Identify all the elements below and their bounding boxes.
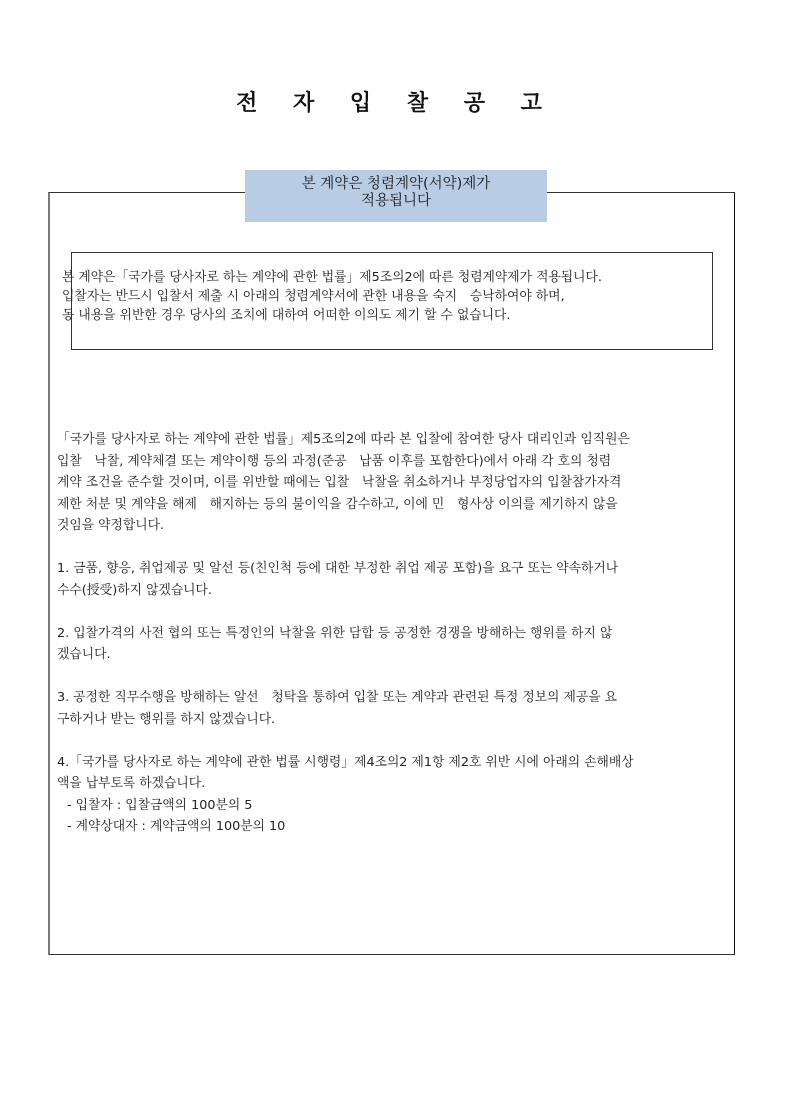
integrity-contract-banner [245, 170, 547, 222]
penalty-item-contractor: - 계약상대자 : 계약금액의 100분의 10 [67, 819, 286, 834]
clause-line: 3. 공정한 직무수행을 방해하는 알선 청탁을 통하여 입찰 또는 계약과 관련된 특정 정보의 제공을 요 [57, 690, 617, 705]
notice-box [62, 252, 713, 350]
clause-3 [57, 687, 737, 730]
pledge-intro-line: 것임을 약정합니다. [57, 518, 165, 533]
pledge-intro [57, 429, 737, 537]
clause-line: 액을 납부토록 하겠습니다. [57, 776, 206, 791]
clause-line: 1. 금품, 향응, 취업제공 및 알선 등(친인척 등에 대한 부정한 취업 제공 포함)을 요구 또는 약속하거나 [57, 561, 619, 576]
pledge-intro-line: 입찰 낙찰, 계약체결 또는 계약이행 등의 과정(준공 납품 이후를 포함한다)에서 아래 각 호의 청렴 [57, 453, 612, 469]
clause-line: 수수(授受)하지 않겠습니다. [57, 582, 212, 598]
notice-line: 입찰자는 반드시 입찰서 제출 시 아래의 청렴계약서에 관한 내용을 숙지 승낙하여야 하며, [62, 289, 565, 304]
pledge-intro-line: 제한 처분 및 계약을 해제 해지하는 등의 불이익을 감수하고, 이에 민 형사상 이의를 제기하지 않을 [57, 496, 618, 512]
banner-line-2: 적용됩니다 [360, 193, 432, 209]
notice-line: 동 내용을 위반한 경우 당사의 조치에 대하여 어떠한 이의도 제기 할 수 없습니다. [62, 308, 511, 323]
clause-4 [57, 752, 737, 838]
penalty-item-bidder: - 입찰자 : 입찰금액의 100분의 5 [67, 797, 253, 813]
clause-1 [57, 558, 737, 601]
notice-line: 본 계약은「국가를 당사자로 하는 계약에 관한 법률」제5조의2에 따른 청렴계약제가 적용됩니다. [62, 270, 602, 285]
banner-line-1: 본 계약은 청렴계약(서약)제가 [301, 176, 491, 192]
clause-line: 구하거나 받는 행위를 하지 않겠습니다. [57, 711, 276, 727]
clause-line: 4.「국가를 당사자로 하는 계약에 관한 법률 시행령」제4조의2 제1항 제2호 위반 시에 아래의 손해배상 [57, 754, 634, 770]
pledge-intro-line: 계약 조건을 준수할 것이며, 이를 위반할 때에는 입찰 낙찰을 취소하거나 부정당업자의 입찰참가자격 [57, 475, 622, 490]
pledge-intro-line: 「국가를 당사자로 하는 계약에 관한 법률」제5조의2에 따라 본 입찰에 참여한 당사 대리인과 임직원은 [57, 432, 630, 447]
clause-line: 2. 입찰가격의 사전 협의 또는 특정인의 낙찰을 위한 담합 등 공정한 경쟁을 방해하는 행위를 하지 않 [57, 625, 613, 641]
clause-line: 겠습니다. [57, 647, 111, 662]
clause-2 [57, 623, 737, 666]
pledge-body [57, 429, 737, 838]
page-title: 전 자 입 찰 공 고 [236, 91, 556, 116]
